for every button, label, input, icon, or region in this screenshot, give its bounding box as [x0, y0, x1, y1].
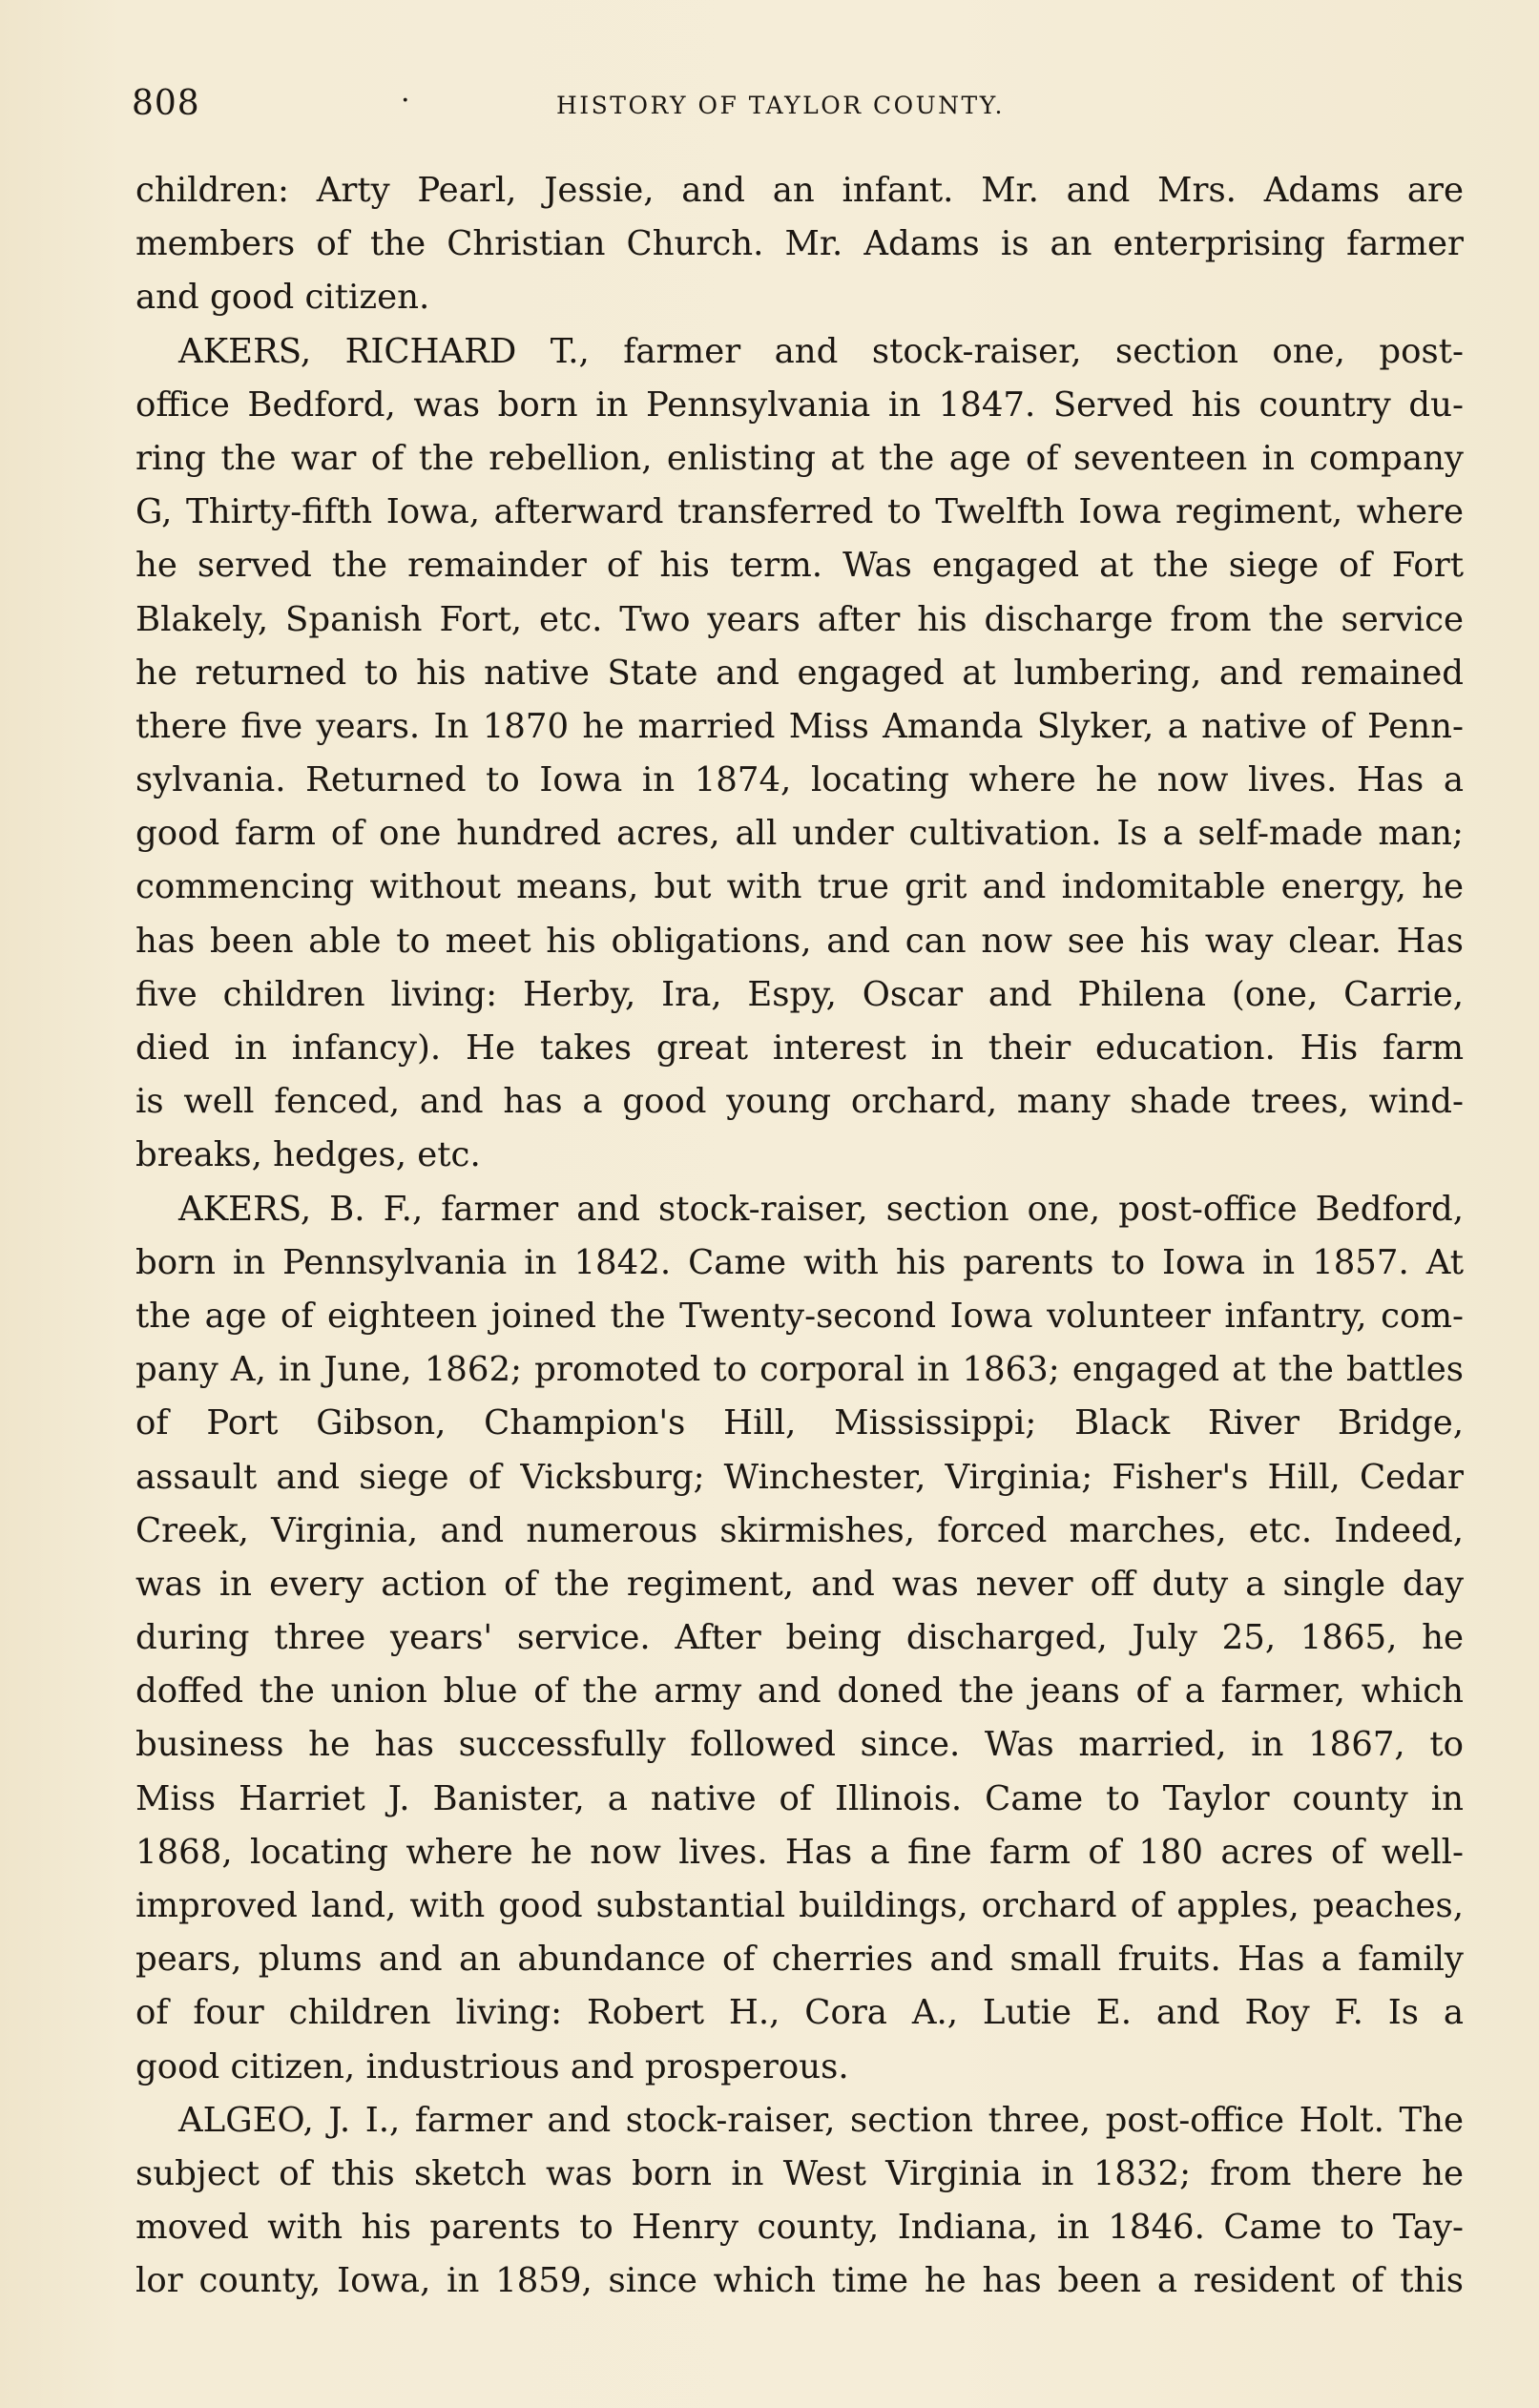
- text-line: members of the Christian Church. Mr. Adams is an enterprising farmer: [135, 224, 1464, 264]
- text-line: business he has successfully followed since. Was married, in 1867, to: [135, 1725, 1464, 1765]
- text-line: he returned to his native State and engaged at lumbering, and remained: [135, 653, 1464, 693]
- text-line: office Bedford, was born in Pennsylvania in 1847. Served his country du-: [135, 384, 1464, 425]
- text-line: was in every action of the regiment, and was never off duty a single day: [135, 1564, 1464, 1604]
- text-line: AKERS, B. F., farmer and stock-raiser, section one, post-office Bedford,: [178, 1189, 1464, 1229]
- body-text: [135, 164, 1464, 2309]
- page-number: 808: [132, 84, 200, 123]
- text-line: commencing without means, but with true grit and indomitable energy, he: [135, 867, 1464, 907]
- text-line: pears, plums and an abundance of cherries and small fruits. Has a family: [135, 1940, 1464, 1980]
- text-line: good citizen, industrious and prosperous.: [135, 2046, 849, 2086]
- text-line: Blakely, Spanish Fort, etc. Two years after his discharge from the service: [135, 599, 1464, 639]
- text-line: five children living: Herby, Ira, Espy, Oscar and Philena (one, Carrie,: [135, 974, 1464, 1014]
- text-line: 1868, locating where he now lives. Has a fine farm of 180 acres of well-: [135, 1832, 1464, 1872]
- header-separator: ·: [401, 84, 410, 117]
- text-line: died in infancy). He takes great interest in their education. His farm: [135, 1028, 1464, 1068]
- text-line: lor county, Iowa, in 1859, since which time he has been a resident of this: [135, 2261, 1464, 2301]
- text-line: sylvania. Returned to Iowa in 1874, locating where he now lives. Has a: [135, 760, 1464, 800]
- page-header: [132, 84, 1467, 132]
- text-line: and good citizen.: [135, 278, 430, 318]
- text-line: children: Arty Pearl, Jessie, and an infant. Mr. and Mrs. Adams are: [135, 171, 1464, 210]
- text-line: good farm of one hundred acres, all under cultivation. Is a self-made man;: [135, 814, 1464, 854]
- text-line: assault and siege of Vicksburg; Winchester, Virginia; Fisher's Hill, Cedar: [135, 1457, 1464, 1497]
- text-line: AKERS, RICHARD T., farmer and stock-raiser, section one, post-: [178, 331, 1464, 371]
- text-line: Miss Harriet J. Banister, a native of Illinois. Came to Taylor county in: [135, 1778, 1464, 1818]
- text-line: Creek, Virginia, and numerous skirmishes, forced marches, etc. Indeed,: [135, 1510, 1464, 1550]
- text-line: G, Thirty-fifth Iowa, afterward transferred to Twelfth Iowa regiment, where: [135, 492, 1464, 532]
- text-line: moved with his parents to Henry county, Indiana, in 1846. Came to Tay-: [135, 2208, 1464, 2248]
- text-line: has been able to meet his obligations, and can now see his way clear. Has: [135, 921, 1464, 961]
- running-title: HISTORY OF TAYLOR COUNTY.: [556, 92, 1005, 119]
- text-line: of Port Gibson, Champion's Hill, Mississippi; Black River Bridge,: [135, 1403, 1464, 1443]
- text-line: ALGEO, J. I., farmer and stock-raiser, section three, post-office Holt. The: [178, 2100, 1464, 2140]
- text-line: of four children living: Robert H., Cora A., Lutie E. and Roy F. Is a: [135, 1993, 1464, 2033]
- text-line: improved land, with good substantial buildings, orchard of apples, peaches,: [135, 1886, 1464, 1925]
- text-line: the age of eighteen joined the Twenty-second Iowa volunteer infantry, com-: [135, 1296, 1464, 1336]
- text-line: pany A, in June, 1862; promoted to corporal in 1863; engaged at the battles: [135, 1350, 1464, 1390]
- text-line: there five years. In 1870 he married Miss Amanda Slyker, a native of Penn-: [135, 706, 1464, 746]
- text-line: ring the war of the rebellion, enlisting at the age of seventeen in company: [135, 438, 1464, 478]
- text-line: during three years' service. After being discharged, July 25, 1865, he: [135, 1618, 1464, 1658]
- text-line: breaks, hedges, etc.: [135, 1135, 481, 1175]
- text-line: born in Pennsylvania in 1842. Came with his parents to Iowa in 1857. At: [135, 1242, 1464, 1282]
- text-line: doffed the union blue of the army and doned the jeans of a farmer, which: [135, 1671, 1464, 1712]
- text-line: subject of this sketch was born in West Virginia in 1832; from there he: [135, 2153, 1464, 2193]
- text-line: he served the remainder of his term. Was engaged at the siege of Fort: [135, 546, 1464, 586]
- text-line: is well fenced, and has a good young orchard, many shade trees, wind-: [135, 1082, 1464, 1122]
